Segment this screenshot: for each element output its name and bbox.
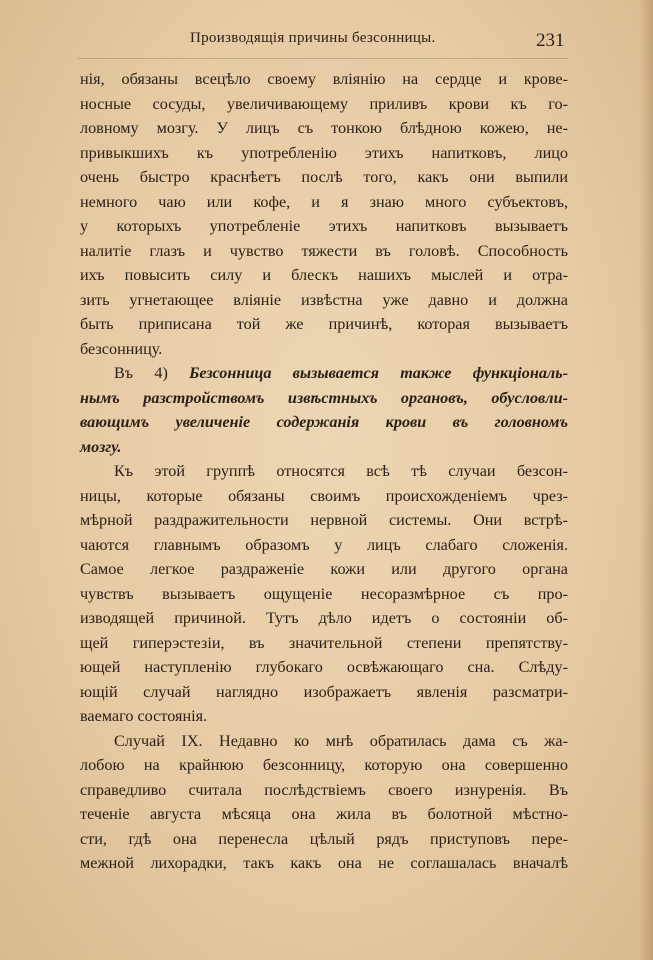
page-number: 231 <box>536 30 565 51</box>
text-line: безсонницу. <box>80 339 163 358</box>
text-line: ющей наступленію глубокаго освѣжающаго сна. Слѣду- <box>80 658 568 676</box>
text-line: межной лихорадки, такъ какъ она не соглашалась вначалѣ <box>80 854 568 872</box>
text-line: нымъ разстройствомъ извѣстныхъ органовъ, обусловли- <box>80 388 568 407</box>
text-line: ницы, которые обязаны своимъ происхожденіемъ чрез- <box>80 486 568 505</box>
text-line: очень быстро краснѣетъ послѣ того, какъ они выпили <box>80 168 568 186</box>
text-line: Къ этой группѣ относятся всѣ тѣ случаи безсон- <box>114 462 568 480</box>
text-line: ихъ повысить силу и блескъ нашихъ мыслей и отра- <box>80 266 568 284</box>
text-line: лобою на крайнюю безсонницу, которую она совершенно <box>80 756 568 774</box>
text-line: Самое легкое раздраженіе кожи или другого органа <box>80 560 568 578</box>
text-line: мозгу. <box>80 437 122 456</box>
text-line: Случай IX. Недавно ко мнѣ обратилась дама съ жа- <box>114 731 568 750</box>
running-header: Производящія причины безсонницы. <box>190 30 436 46</box>
header-rule <box>78 58 568 59</box>
page-body <box>80 67 568 876</box>
text-line-heading <box>80 361 568 386</box>
text-line: нія, обязаны всецѣло своему вліянію на сердце и крове- <box>80 70 568 88</box>
text-line: справедливо считала послѣдствіемъ своего изнуренія. Въ <box>80 780 568 799</box>
text-line: ловному мозгу. У лицъ съ тонкою блѣдною кожею, не- <box>80 119 568 137</box>
text-line: сти, гдѣ она перенесла цѣлый рядъ приступовъ пере- <box>80 829 568 848</box>
text-line: привыкшихъ къ употребленію этихъ напитковъ, лицо <box>80 143 568 162</box>
page-edge-shadow <box>639 0 653 960</box>
text-line: носные сосуды, увеличивающему приливъ крови къ го- <box>80 94 568 113</box>
text-line: изводящей причиной. Тутъ дѣло идетъ о состояніи об- <box>80 609 568 627</box>
para-number: Въ 4) <box>114 364 168 382</box>
text-line: немного чаю или кофе, и я знаю много субъектовъ, <box>80 192 568 211</box>
text-line: мѣрной раздражительности нервной системы. Они встрѣ- <box>80 511 568 529</box>
text-line: щей гиперэстезіи, въ значительной степени препятству- <box>80 633 568 652</box>
text-line: теченіе августа мѣсяца она жила въ болотной мѣстно- <box>80 805 568 823</box>
text-line: вающимъ увеличеніе содержанія крови въ головномъ <box>80 413 568 431</box>
text-line: чувствъ вызываетъ ощущеніе несоразмѣрное съ про- <box>80 584 568 603</box>
text-line: ваемаго состоянія. <box>80 707 208 725</box>
italic-heading: Безсонница вызывается также функціональ- <box>189 364 569 382</box>
text-line: ющій случай наглядно изображаетъ явленія разсматри- <box>80 682 568 701</box>
text-line: зить угнетающее вліяніе извѣстна уже давно и должна <box>80 290 568 309</box>
text-line: быть приписана той же причинѣ, которая вызываетъ <box>80 315 568 333</box>
text-line: у которыхъ употребленіе этихъ напитковъ вызываетъ <box>80 217 568 235</box>
text-line: налитіе глазъ и чувство тяжести въ головѣ. Способность <box>80 241 568 260</box>
text-line: чаются главнымъ образомъ у лицъ слабаго сложенія. <box>80 535 568 554</box>
